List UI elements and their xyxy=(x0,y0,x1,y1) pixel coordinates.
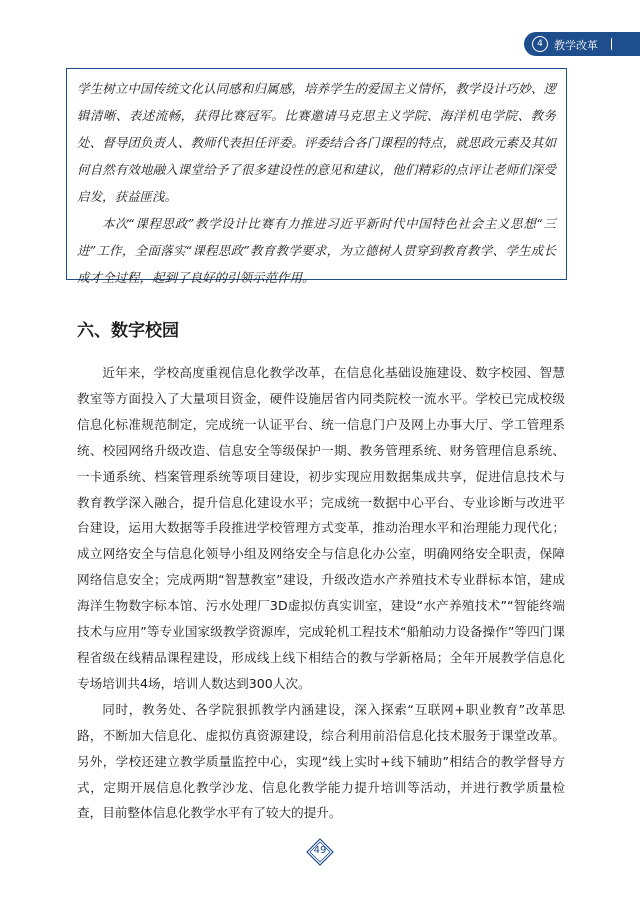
section-body xyxy=(77,360,565,826)
page-number: 49 xyxy=(313,845,327,856)
highlight-paragraph-2: 本次“课程思政”教学设计比赛有力推进习近平新时代中国特色社会主义思想“三进”工作，全面落实“课程思政”教育教学要求，为立德树人贯穿到教育教学、学生成长成才全过程，起到了良好的引领示范作用。 xyxy=(77,216,556,285)
highlight-paragraph-1: 学生树立中国传统文化认同感和归属感，培养学生的爱国主义情怀，教学设计巧妙、逻辑清晰、表述流畅，获得比赛冠军。比赛邀请马克思主义学院、海洋机电学院、教务处、督导团负责人、教师代表担任评委。评委结合各门课程的特点，就思政元素及其如何自然有效地融入课堂给予了很多建设性的意见和建议，他们精彩的点评让老师们深受启发，获益匪浅。 xyxy=(77,81,556,204)
highlight-box xyxy=(66,68,567,285)
body-paragraph-1: 近年来，学校高度重视信息化教学改革，在信息化基础设施建设、数字校园、智慧教室等方面投入了大量项目资金，硬件设施居省内同类院校一流水平。学校已完成校级信息化标准规范制定，完成统一认证平台、统一信息门户及网上办事大厅、学工管理系统、校园网络升级改造、信息安全等级保护一期、教务管理系统、财务管理信息系统、一卡通系统、档案管理系统等项目建设，初步实现应用数据集成共享，促进信息技术与教育教学深入融合，提升信息化建设水平；完成统一数据中心平台、专业诊断与改进平台建设，运用大数据等手段推进学校管理方式变革，推动治理水平和治理能力现代化；成立网络安全与信息化领导小组及网络安全与信息化办公室，明确网络安全职责，保障网络信息安全；完成两期“智慧教室”建设，升级改造水产养殖技术专业群标本馆，建成海洋生物数字标本馆、污水处理厂3D虚拟仿真实训室，建设“水产养殖技术”“智能终端技术与应用”等专业国家级教学资源库，完成轮机工程技术“船舶动力设备操作”等四门课程省级在线精品课程建设，形成线上线下相结合的教与学新格局；全年开展教学信息化专场培训共4场，培训人数达到300人次。 xyxy=(77,365,565,691)
page-number-badge xyxy=(306,838,334,866)
header-divider xyxy=(611,38,612,50)
chapter-number-badge: 4 xyxy=(532,36,548,52)
chapter-title: 教学改革 xyxy=(554,39,598,52)
body-paragraph-2: 同时，教务处、各学院狠抓教学内涵建设，深入探索“互联网+职业教育”改革思路，不断加大信息化、虚拟仿真资源建设，综合利用前沿信息化技术服务于课堂改革。另外，学校还建立教学质量监控中心，实现“线上实时+线下辅助”相结合的教学督导方式，定期开展信息化教学沙龙、信息化教学能力提升培训等活动，并进行教学质量检查，目前整体信息化教学水平有了较大的提升。 xyxy=(77,701,565,821)
chapter-header-tab xyxy=(524,32,640,56)
section-title: 六、数字校园 xyxy=(77,321,179,341)
